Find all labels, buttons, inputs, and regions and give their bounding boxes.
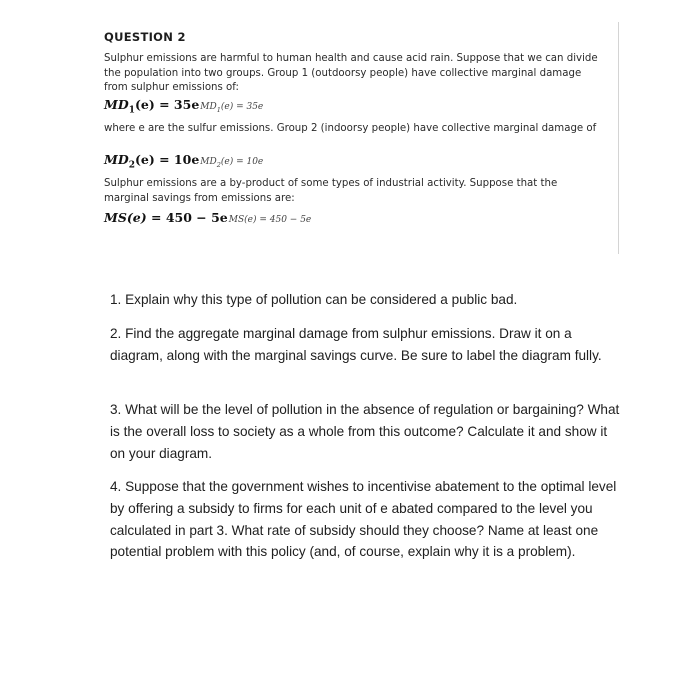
eq2-sub: 2 [128, 160, 135, 171]
equation-md2 [104, 152, 263, 171]
eq3-lhs: MS(e) [104, 210, 147, 225]
eq3-rhs: = 450 − 5e [146, 210, 228, 225]
eq1-lhs: MD [104, 97, 129, 112]
question-item-2: 2. Find the aggregate marginal damage from sulphur emissions. Draw it on a diagram, along with the marginal savings curve. Be sure to label the diagram fully. [110, 326, 602, 363]
equation-ms [104, 210, 311, 225]
equation-md1 [104, 97, 263, 116]
eq1-arg: (e) [134, 97, 155, 112]
eq2-inline [200, 157, 263, 167]
question-item-4: 4. Suppose that the government wishes to incentivise abatement to the optimal level by offering a subsidy to firms for each unit of e abated compared to the level you calculated in part 3. What rate of subsidy should they choose? Name at least one potential problem with this policy (and, of course, explain why it is a problem). [110, 479, 617, 560]
question-title: QUESTION 2 [104, 30, 186, 44]
eq1-rhs: = 35e [154, 97, 200, 112]
question-item-3: 3. What will be the level of pollution in the absence of regulation or bargaining? What is the overall loss to society as a whole from this outcome? Calculate it and show it on your diagram. [110, 402, 620, 461]
eq2-arg: (e) [134, 152, 155, 167]
eq2-inline-text: MD [200, 157, 217, 167]
eq1-inline-text: MD [200, 102, 217, 112]
eq2-lhs: MD [104, 152, 129, 167]
question-item-1: 1. Explain why this type of pollution can be considered a public bad. [110, 292, 518, 307]
eq1-sub: 1 [128, 105, 135, 116]
eq1-inline [200, 102, 263, 112]
intro-paragraph: Sulphur emissions are harmful to human health and cause acid rain. Suppose that we can divide the population into two groups. Group 1 (outdoorsy people) have collective marginal damage from sulphur emissions of: [104, 53, 598, 93]
paragraph-savings: Sulphur emissions are a by-product of some types of industrial activity. Suppose that the marginal savings from emissions are: [104, 178, 558, 204]
eq2-rhs: = 10e [154, 152, 200, 167]
eq1-inline-sub: 1 [216, 105, 221, 114]
paragraph-group2: where e are the sulfur emissions. Group 2 (indoorsy people) have collective marginal damage of [104, 123, 597, 134]
eq3-inline: MS(e) = 450 − 5e [228, 215, 312, 225]
eq2-inline-sub: 2 [216, 160, 221, 169]
eq2-inline-rest: (e) = 10e [220, 157, 264, 167]
eq1-inline-rest: (e) = 35e [220, 102, 264, 112]
